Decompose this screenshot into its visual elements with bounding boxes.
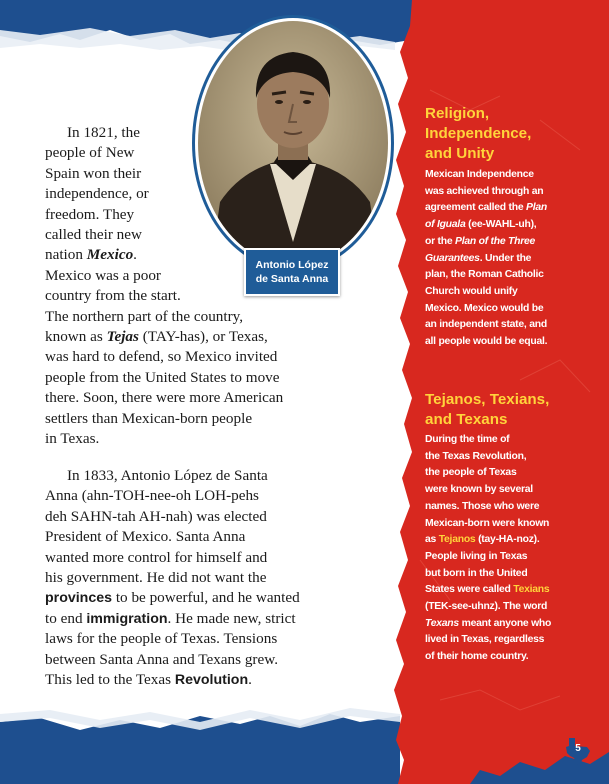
text-line: country from the start. (45, 287, 181, 305)
main-paragraph-1 (45, 123, 283, 450)
text-line: Mexican-born were known (425, 517, 550, 529)
text-run: States were called (425, 584, 514, 596)
text-line: deh SAHN-tah AH-nah) was elected (45, 507, 267, 525)
text-line (425, 234, 547, 251)
text-run: meant anyone who (458, 617, 552, 629)
text-line: Mexico was a poor (45, 266, 161, 284)
text-line: During the time of (425, 434, 510, 445)
sidebar-heading-2 (425, 390, 551, 430)
heading-line: Religion, (425, 105, 490, 122)
text-run-italic: Guarantees (425, 252, 480, 264)
text-line: people from the United States to move (45, 368, 280, 386)
text-line: freedom. They (45, 205, 135, 223)
text-run-italic: Plan (526, 202, 547, 214)
caption-line: de Santa Anna (255, 273, 329, 285)
caption-line: Antonio López (255, 259, 329, 271)
vocab-tejas: Tejas (106, 328, 139, 346)
text-run: (TAY-has), or Texas, (138, 328, 268, 346)
text-line: lived in Texas, regardless (425, 634, 545, 646)
text-line: between Santa Anna and Texans grew. (45, 650, 279, 668)
text-line: Mexico. Mexico would be (425, 302, 544, 314)
heading-line: Tejanos, Texians, (425, 391, 550, 408)
text-run: This led to the Texas (45, 671, 175, 689)
vocab-tejanos: Tejanos (438, 534, 476, 546)
text-line: names. Those who were (425, 500, 540, 512)
text-line: (TEK-see-uhnz). The word (425, 601, 548, 613)
vocab-revolution: Revolution (174, 672, 249, 689)
text-line: People living in Texas (425, 550, 528, 562)
text-line (425, 217, 547, 234)
heading-line: and Texans (425, 411, 508, 428)
text-run: or the (425, 235, 456, 247)
text-line: President of Mexico. Santa Anna (45, 528, 246, 546)
text-run: (ee-WAHL-uh), (465, 219, 537, 231)
text-run: . (248, 671, 252, 689)
text-line: people of New (45, 144, 135, 162)
text-run: agreement called the (425, 202, 527, 214)
text-line: In 1833, Antonio López de Santa (67, 467, 268, 484)
sidebar-religion-independence (425, 104, 547, 351)
text-line (425, 582, 551, 599)
text-run: to be powerful, and he wanted (112, 589, 300, 607)
text-line (45, 609, 300, 629)
text-line: were known by several (425, 484, 533, 496)
sidebar-heading-1 (425, 104, 547, 164)
vocab-provinces: provinces (45, 590, 113, 607)
text-line: was achieved through an (425, 185, 544, 197)
page-number: 5 (575, 743, 581, 754)
text-run: known as (45, 328, 107, 346)
text-line: the Texas Revolution, (425, 450, 527, 462)
heading-line: and Unity (425, 145, 495, 162)
text-line: was hard to defend, so Mexico invited (45, 348, 278, 366)
text-line: of their home country. (425, 651, 529, 663)
heading-line: Independence, (425, 125, 532, 142)
text-line: his government. He did not want the (45, 569, 267, 587)
text-line: an independent state, and (425, 319, 547, 331)
text-line: settlers than Mexican-born people (45, 409, 253, 427)
text-line: Church would unify (425, 285, 518, 297)
text-line: all people would be equal. (425, 336, 548, 348)
text-line: the people of Texas (425, 467, 517, 479)
text-run: (tay-HA-noz). (475, 534, 540, 546)
sidebar-tejanos-texians (425, 390, 551, 666)
text-line: plan, the Roman Catholic (425, 269, 544, 281)
text-run: . (133, 246, 137, 264)
text-run: nation (45, 246, 87, 264)
text-line: but born in the United (425, 567, 528, 579)
text-line: independence, or (45, 185, 149, 203)
text-run: as (425, 534, 439, 546)
text-line: Mexican Independence (425, 169, 534, 180)
sidebar-body-2 (425, 432, 551, 666)
text-line (425, 532, 551, 549)
text-line: wanted more control for himself and (45, 548, 268, 566)
sidebar-body-1 (425, 167, 547, 351)
vocab-mexico: Mexico (86, 246, 134, 264)
text-run: . He made new, strict (167, 609, 296, 627)
text-line: in Texas. (45, 430, 100, 448)
text-run-italic: Plan of the Three (455, 235, 536, 247)
text-line (45, 327, 283, 347)
vocab-immigration: immigration (86, 610, 168, 627)
text-line: The northern part of the country, (45, 307, 244, 325)
text-line (425, 616, 551, 633)
text-run-italic: of Iguala (425, 219, 466, 231)
text-line (45, 245, 283, 265)
text-run-italic: Texans (425, 617, 459, 629)
text-line (45, 588, 300, 608)
text-line (425, 251, 547, 268)
vocab-texians: Texians (513, 584, 550, 596)
text-line: called their new (45, 226, 142, 244)
text-line: laws for the people of Texas. Tensions (45, 630, 278, 648)
text-line (425, 200, 547, 217)
text-line: there. Soon, there were more American (45, 389, 284, 407)
text-run: . Under the (479, 252, 532, 264)
main-paragraph-2 (45, 466, 300, 690)
text-line: Anna (ahn-TOH-nee-oh LOH-pehs (45, 487, 259, 505)
text-line: Spain won their (45, 164, 142, 182)
text-line (45, 670, 300, 690)
text-run: to end (45, 609, 87, 627)
text-line: In 1821, the (67, 124, 140, 141)
